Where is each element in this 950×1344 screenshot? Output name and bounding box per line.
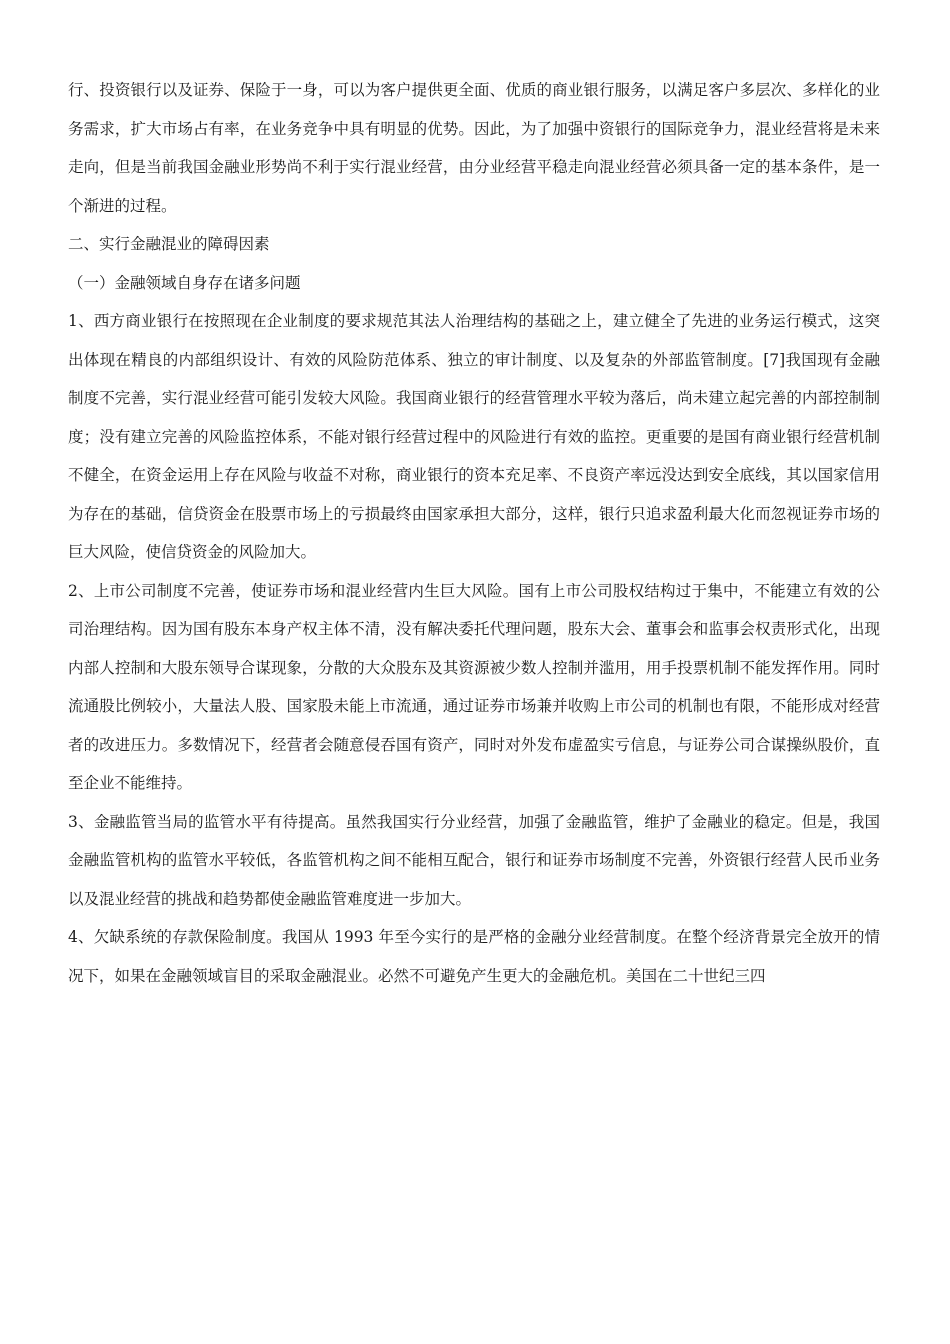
paragraph-point-2: 2、上市公司制度不完善，使证券市场和混业经营内生巨大风险。国有上市公司股权结构过于集中，不能建立有效的公司治理结构。因为国有股东本身产权主体不清，没有解决委托代理问题，股东大会、董事会和监事会权责形式化，出现内部人控制和大股东领导合谋现象，分散的大众股东及其资源被少数人控制并滥用，用手投票机制不能发挥作用。同时流通股比例较小，大量法人股、国家股未能上市流通，通过证券市场兼并收购上市公司的机制也有限，不能形成对经营者的改进压力。多数情况下，经营者会随意侵吞国有资产，同时对外发布虚盈实亏信息，与证券公司合谋操纵股价，直至企业不能维持。: [68, 581, 880, 792]
paragraph-point-3: 3、金融监管当局的监管水平有待提高。虽然我国实行分业经营，加强了金融监管，维护了金融业的稳定。但是，我国金融监管机构的监管水平较低，各监管机构之间不能相互配合，银行和证券市场制度不完善，外资银行经营人民币业务以及混业经营的挑战和趋势都使金融监管难度进一步加大。: [68, 812, 880, 908]
section-heading-obstacles: 二、实行金融混业的障碍因素: [68, 235, 270, 253]
paragraph-point-4: 4、欠缺系统的存款保险制度。我国从 1993 年至今实行的是严格的金融分业经营制度。在整个经济背景完全放开的情况下，如果在金融领域盲目的采取金融混业。必然不可避免产生更大的金融危机。美国在二十世纪三四: [68, 928, 880, 985]
paragraph-intro-continued: 行、投资银行以及证券、保险于一身，可以为客户提供更全面、优质的商业银行服务，以满足客户多层次、多样化的业务需求，扩大市场占有率，在业务竞争中具有明显的优势。因此，为了加强中资银行的国际竞争力，混业经营将是未来走向，但是当前我国金融业形势尚不利于实行混业经营，由分业经营平稳走向混业经营必须具备一定的基本条件，是一个渐进的过程。: [68, 81, 880, 215]
document-body: [68, 71, 880, 995]
subsection-heading-financial-issues: （一）金融领域自身存在诸多问题: [68, 273, 301, 292]
paragraph-point-1: 1、西方商业银行在按照现在企业制度的要求规范其法人治理结构的基础之上，建立健全了先进的业务运行模式，这突出体现在精良的内部组织设计、有效的风险防范体系、独立的审计制度、以及复杂的外部监管制度。[7]我国现有金融制度不完善，实行混业经营可能引发较大风险。我国商业银行的经营管理水平较为落后，尚未建立起完善的内部控制制度；没有建立完善的风险监控体系，不能对银行经营过程中的风险进行有效的监控。更重要的是国有商业银行经营机制不健全，在资金运用上存在风险与收益不对称，商业银行的资本充足率、不良资产率远没达到安全底线，其以国家信用为存在的基础，信贷资金在股票市场上的亏损最终由国家承担大部分，这样，银行只追求盈利最大化而忽视证券市场的巨大风险，使信贷资金的风险加大。: [68, 312, 880, 561]
